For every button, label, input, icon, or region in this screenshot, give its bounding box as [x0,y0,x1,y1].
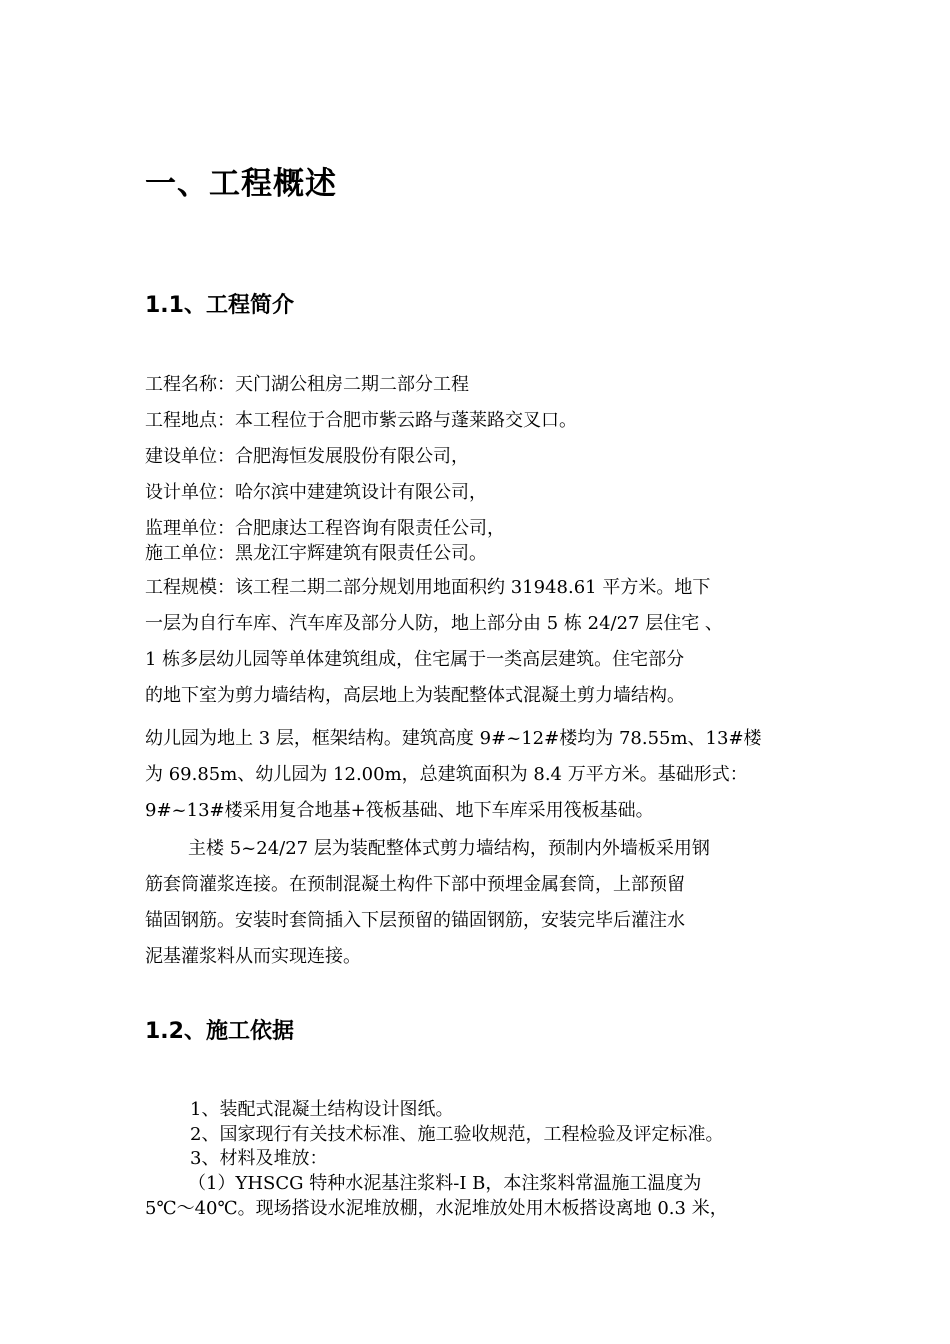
main-building-line: 泥基灌浆料从而实现连接。 [145,946,361,967]
scale-line: 为 69.85m、幼儿园为 12.00m，总建筑面积为 8.4 万平方米。基础形式： [145,764,748,785]
basis-item: 2、国家现行有关技术标准、施工验收规范，工程检验及评定标准。 [190,1124,724,1145]
main-building-line: 筋套筒灌浆连接。在预制混凝土构件下部中预埋金属套筒，上部预留 [145,874,685,895]
field-project-name: 工程名称：天门湖公租房二期二部分工程 [145,374,469,395]
section-heading-1-1: 1.1、工程简介 [145,293,294,318]
section-heading-1-2: 1.2、施工依据 [145,1019,294,1044]
main-building-line: 锚固钢筋。安装时套筒插入下层预留的锚固钢筋，安装完毕后灌注水 [145,910,685,931]
field-owner: 建设单位：合肥海恒发展股份有限公司， [145,446,469,467]
material-line: 5℃～40℃。现场搭设水泥堆放棚，水泥堆放处用木板搭设离地 0.3 米， [145,1198,728,1219]
scale-line: 工程规模：该工程二期二部分规划用地面积约 31948.61 平方米。地下 [145,577,711,598]
chapter-heading: 一、工程概述 [145,166,337,202]
field-supervisor: 监理单位：合肥康达工程咨询有限责任公司， [145,518,505,539]
field-project-location: 工程地点：本工程位于合肥市紫云路与蓬莱路交叉口。 [145,410,577,431]
material-line: （1）YHSCG 特种水泥基注浆料-I B，本注浆料常温施工温度为 [188,1173,702,1194]
scale-line: 9#~13#楼采用复合地基+筏板基础、地下车库采用筏板基础。 [145,800,654,821]
scale-line: 1 栋多层幼儿园等单体建筑组成，住宅属于一类高层建筑。住宅部分 [145,649,685,670]
scale-line: 的地下室为剪力墙结构，高层地上为装配整体式混凝土剪力墙结构。 [145,685,685,706]
field-designer: 设计单位：哈尔滨中建建筑设计有限公司， [145,482,487,503]
scale-line: 一层为自行车库、汽车库及部分人防，地上部分由 5 栋 24/27 层住宅 、 [145,613,723,634]
main-building-line: 主楼 5~24/27 层为装配整体式剪力墙结构，预制内外墙板采用钢 [188,838,710,859]
scale-line: 幼儿园为地上 3 层，框架结构。建筑高度 9#~12#楼均为 78.55m、13#楼 [145,728,762,749]
field-contractor: 施工单位：黑龙江宇辉建筑有限责任公司。 [145,543,487,564]
basis-item: 3、材料及堆放： [190,1148,328,1169]
basis-item: 1、装配式混凝土结构设计图纸。 [190,1099,454,1120]
